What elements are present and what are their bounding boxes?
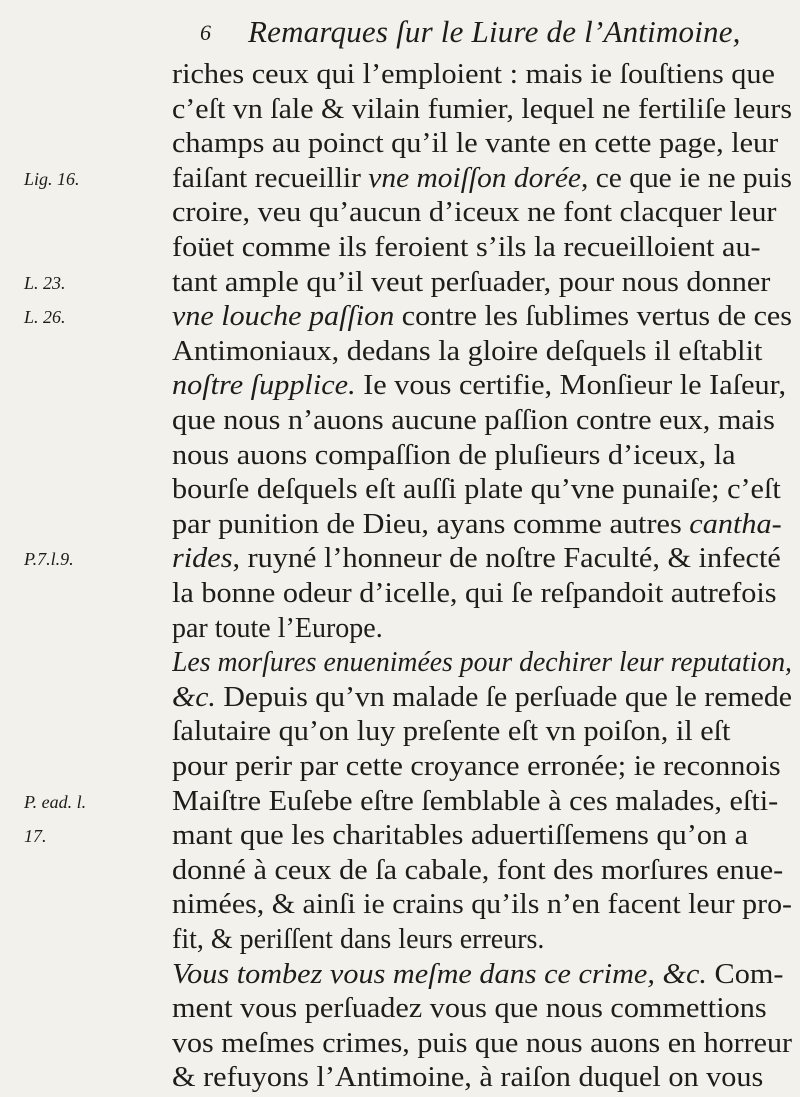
text-line [172,817,800,855]
text-segment: pour perir par cette croyance erronée; ie reconnois [172,751,781,782]
italic-segment: vne louche paſſion [172,301,395,333]
text-segment: nimées, & ainſi ie crains qu’ils n’en facent leur pro- [172,889,792,921]
text-line [172,783,800,821]
text-segment: foüet comme ils feroient s’ils la recueilloient au- [172,232,761,263]
text-segment: contre les ſublimes vertus de ces [394,301,792,333]
text-line [172,1059,800,1097]
text-segment: la bonne odeur d’icelle, qui ſe reſpandoit autrefois [172,578,777,609]
text-segment: ſalutaire qu’on luy preſente eſt vn poiſon, il eſt [172,716,731,748]
text-segment: , ruyné l’honneur de noſtre Faculté, & infecté [232,543,781,575]
text-line [172,194,800,232]
italic-segment: Les morſures enuenimées pour dechirer leur reputation, [172,647,792,679]
text-segment: tant ample qu’il veut perſuader, pour nous donner [172,266,771,298]
text-line [172,264,800,302]
running-head: Remarques ſur le Liure de l’Antimoine, [248,14,741,49]
italic-segment: rides [172,543,233,575]
text-segment: croire, veu qu’aucun d’iceux ne font clacquer leur [172,197,777,229]
margin-note: L. 23. [24,272,66,293]
page-number: 6 [200,20,211,45]
text-segment: mant que les charitables aduertiſſemens qu’on a [172,820,749,852]
text-line [172,229,800,267]
margin-note: P. ead. l. [24,791,87,812]
text-line [172,91,800,129]
text-segment: , ce que ie ne puis [580,162,792,194]
text-segment: par punition de Dieu, ayans comme autres [172,508,690,540]
text-line [172,298,800,336]
text-segment: & refuyons l’Antimoine, à raiſon duquel on vous [172,1062,764,1094]
italic-segment: &c. [172,681,216,713]
text-line [172,56,800,94]
text-segment: nous auons compaſſion de pluſieurs d’iceux, la [172,439,736,471]
text-segment: que nous n’auons aucune paſſion contre eux, mais [172,405,775,436]
text-line [172,748,800,786]
text-line [172,540,800,578]
text-line [172,713,800,751]
margin-note: P.7.l.9. [24,549,74,570]
text-segment: faiſant recueillir [172,162,369,194]
text-segment: ment vous perſuadez vous que nous commettions [172,993,767,1025]
text-segment: bourſe deſquels eſt auſſi plate qu’vne punaiſe; c’eſt [172,474,781,506]
text-line [172,437,800,475]
text-line [172,956,800,994]
page-header [200,8,800,54]
margin-note: 17. [24,826,47,847]
text-segment: Antimoniaux, dedans la gloire deſquels il eſtablit [172,335,763,367]
text-segment: Com- [706,958,784,990]
text-line [172,679,800,717]
text-segment: Maiſtre Euſebe eſtre ſemblable à ces malades, eſti- [172,785,779,817]
text-segment: c’eſt vn ſale & vilain fumier, lequel ne fertiliſe leurs [172,93,792,125]
text-line [172,886,800,924]
text-line [172,506,800,544]
text-segment: Depuis qu’vn malade ſe perſuade que le remede [215,681,792,713]
text-segment: champs au poinct qu’il le vante en cette page, leur [172,128,779,160]
text-line [172,160,800,198]
text-line [172,990,800,1028]
text-line [172,852,800,890]
margin-note: L. 26. [24,307,66,328]
text-segment: riches ceux qui l’emploient : mais ie ſouſtiens que [172,59,775,90]
text-line [172,367,800,405]
margin-note: Lig. 16. [24,168,80,189]
italic-segment: vne moiſſon dorée [368,162,581,194]
italic-segment: noſtre ſupplice. [172,370,356,402]
text-segment: par toute l’Europe. [172,612,383,644]
text-segment: Ie vous certifie, Monſieur le Iaſeur, [355,370,787,402]
text-segment: vos meſmes crimes, puis que nous auons en horreur [172,1027,792,1059]
text-line [172,125,800,163]
text-line [172,921,800,959]
italic-segment: Vous tombez vous meſme dans ce crime, &c. [172,958,707,990]
text-segment: fit, & periſſent dans leurs erreurs. [172,924,545,955]
text-line [172,644,800,682]
text-line [172,575,800,613]
text-line [172,402,800,440]
italic-segment: cantha- [689,508,782,540]
text-line [172,1025,800,1063]
text-line [172,610,800,648]
text-line [172,471,800,509]
text-line [172,333,800,371]
text-segment: donné à ceux de ſa cabale, font des morſures enue- [172,854,784,886]
